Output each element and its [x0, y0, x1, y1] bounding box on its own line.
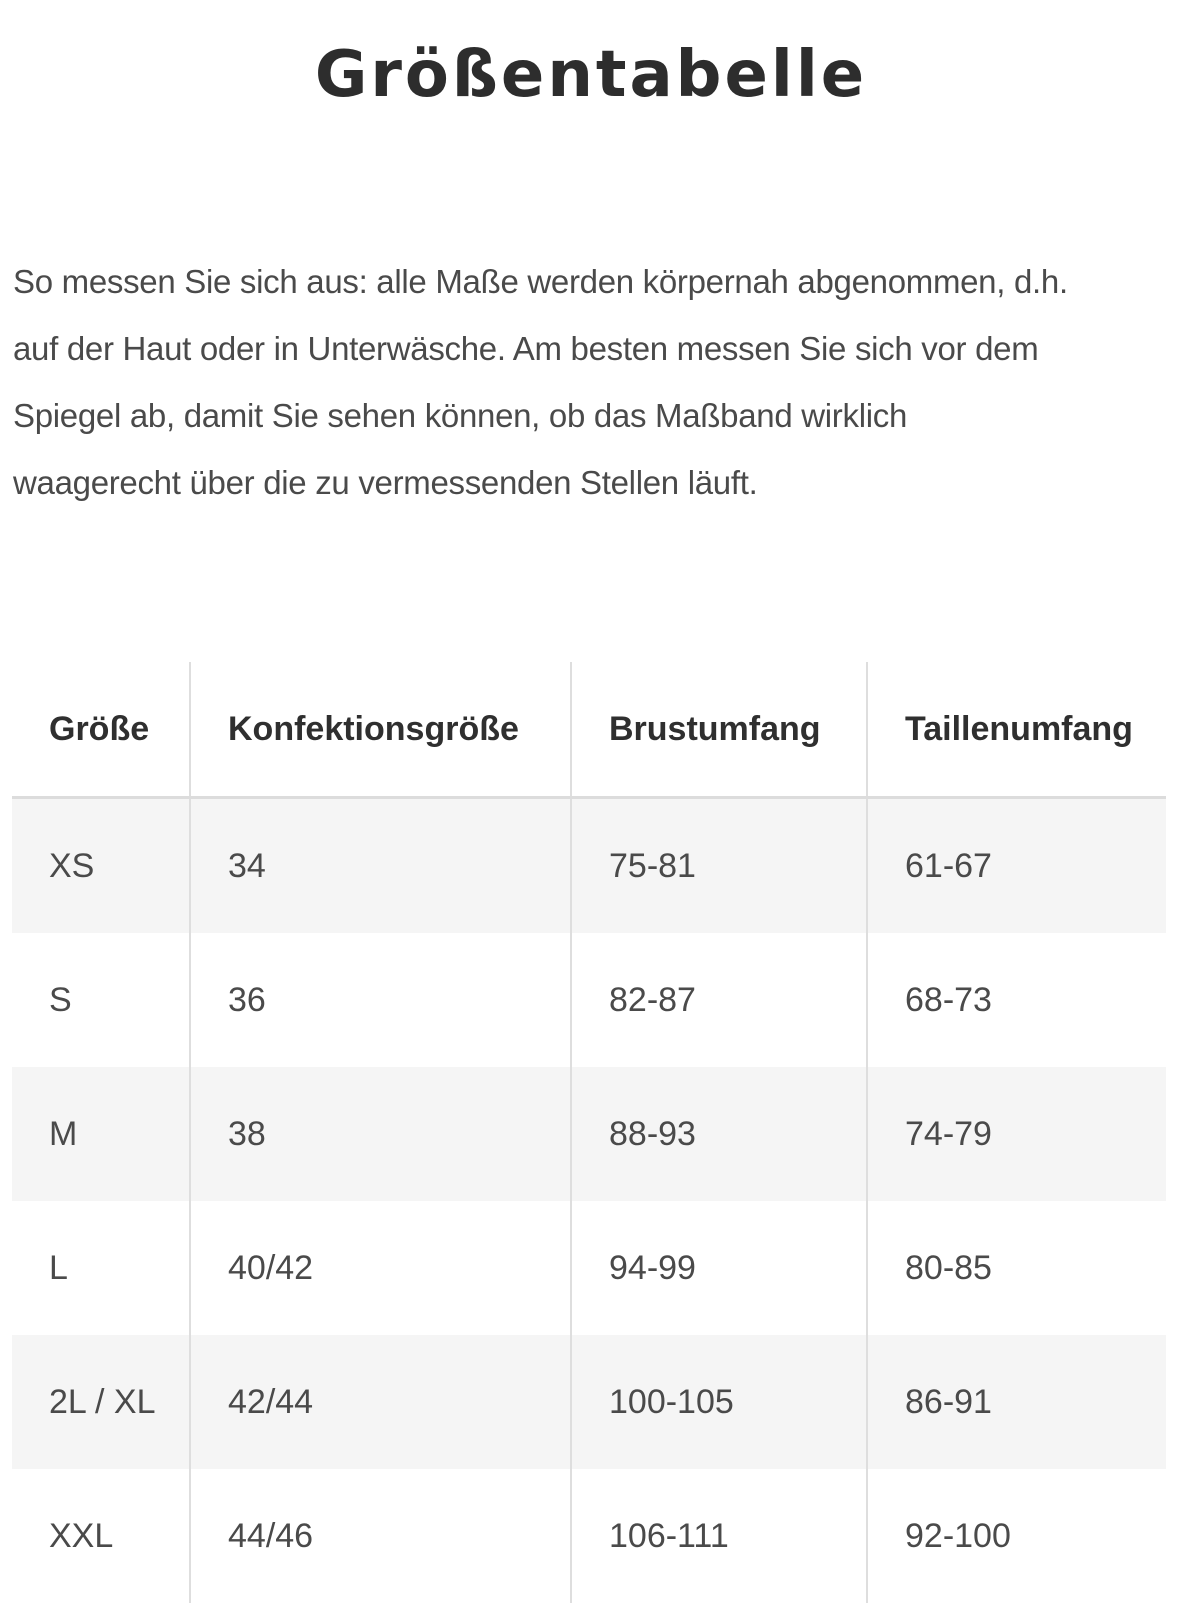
- cell-waist: 80-85: [867, 1201, 1166, 1335]
- header-groesse: Größe: [12, 662, 190, 798]
- cell-dress-size: 44/46: [190, 1469, 571, 1603]
- cell-chest: 88-93: [571, 1067, 867, 1201]
- page-title: Größentabelle: [314, 38, 868, 112]
- table-row: [12, 1067, 1166, 1201]
- cell-dress-size: 42/44: [190, 1335, 571, 1469]
- size-table: [12, 662, 1166, 1603]
- cell-chest: 94-99: [571, 1201, 867, 1335]
- header-konfektionsgroesse: Konfektionsgröße: [190, 662, 571, 798]
- table-row: [12, 933, 1166, 1067]
- header-taillenumfang: Taillenumfang: [867, 662, 1166, 798]
- cell-chest: 106-111: [571, 1469, 867, 1603]
- cell-chest: 75-81: [571, 798, 867, 934]
- table-row: [12, 1469, 1166, 1603]
- cell-waist: 86-91: [867, 1335, 1166, 1469]
- cell-chest: 82-87: [571, 933, 867, 1067]
- cell-size: XS: [12, 798, 190, 934]
- cell-chest: 100-105: [571, 1335, 867, 1469]
- cell-waist: 61-67: [867, 798, 1166, 934]
- instructions-line: auf der Haut oder in Unterwäsche. Am besten messen Sie sich vor dem: [13, 330, 1039, 367]
- header-brustumfang: Brustumfang: [571, 662, 867, 798]
- cell-size: 2L / XL: [12, 1335, 190, 1469]
- cell-dress-size: 40/42: [190, 1201, 571, 1335]
- table-row: [12, 1335, 1166, 1469]
- cell-waist: 92-100: [867, 1469, 1166, 1603]
- cell-size: S: [49, 980, 72, 1019]
- cell-waist: 74-79: [867, 1067, 1166, 1201]
- table-header-row: [12, 662, 1166, 798]
- table-row: [12, 1201, 1166, 1335]
- instructions-line: So messen Sie sich aus: alle Maße werden körpernah abgenommen, d.h.: [13, 263, 1068, 300]
- measuring-instructions: [13, 248, 1173, 516]
- instructions-line: Spiegel ab, damit Sie sehen können, ob das Maßband wirklich: [13, 397, 908, 434]
- cell-size: L: [49, 1248, 68, 1287]
- cell-waist: 68-73: [867, 933, 1166, 1067]
- cell-size: XXL: [49, 1516, 114, 1555]
- table-row: [12, 798, 1166, 934]
- cell-dress-size: 38: [190, 1067, 571, 1201]
- cell-size: M: [12, 1067, 190, 1201]
- instructions-line: waagerecht über die zu vermessenden Stellen läuft.: [13, 464, 758, 501]
- cell-dress-size: 36: [190, 933, 571, 1067]
- cell-dress-size: 34: [190, 798, 571, 934]
